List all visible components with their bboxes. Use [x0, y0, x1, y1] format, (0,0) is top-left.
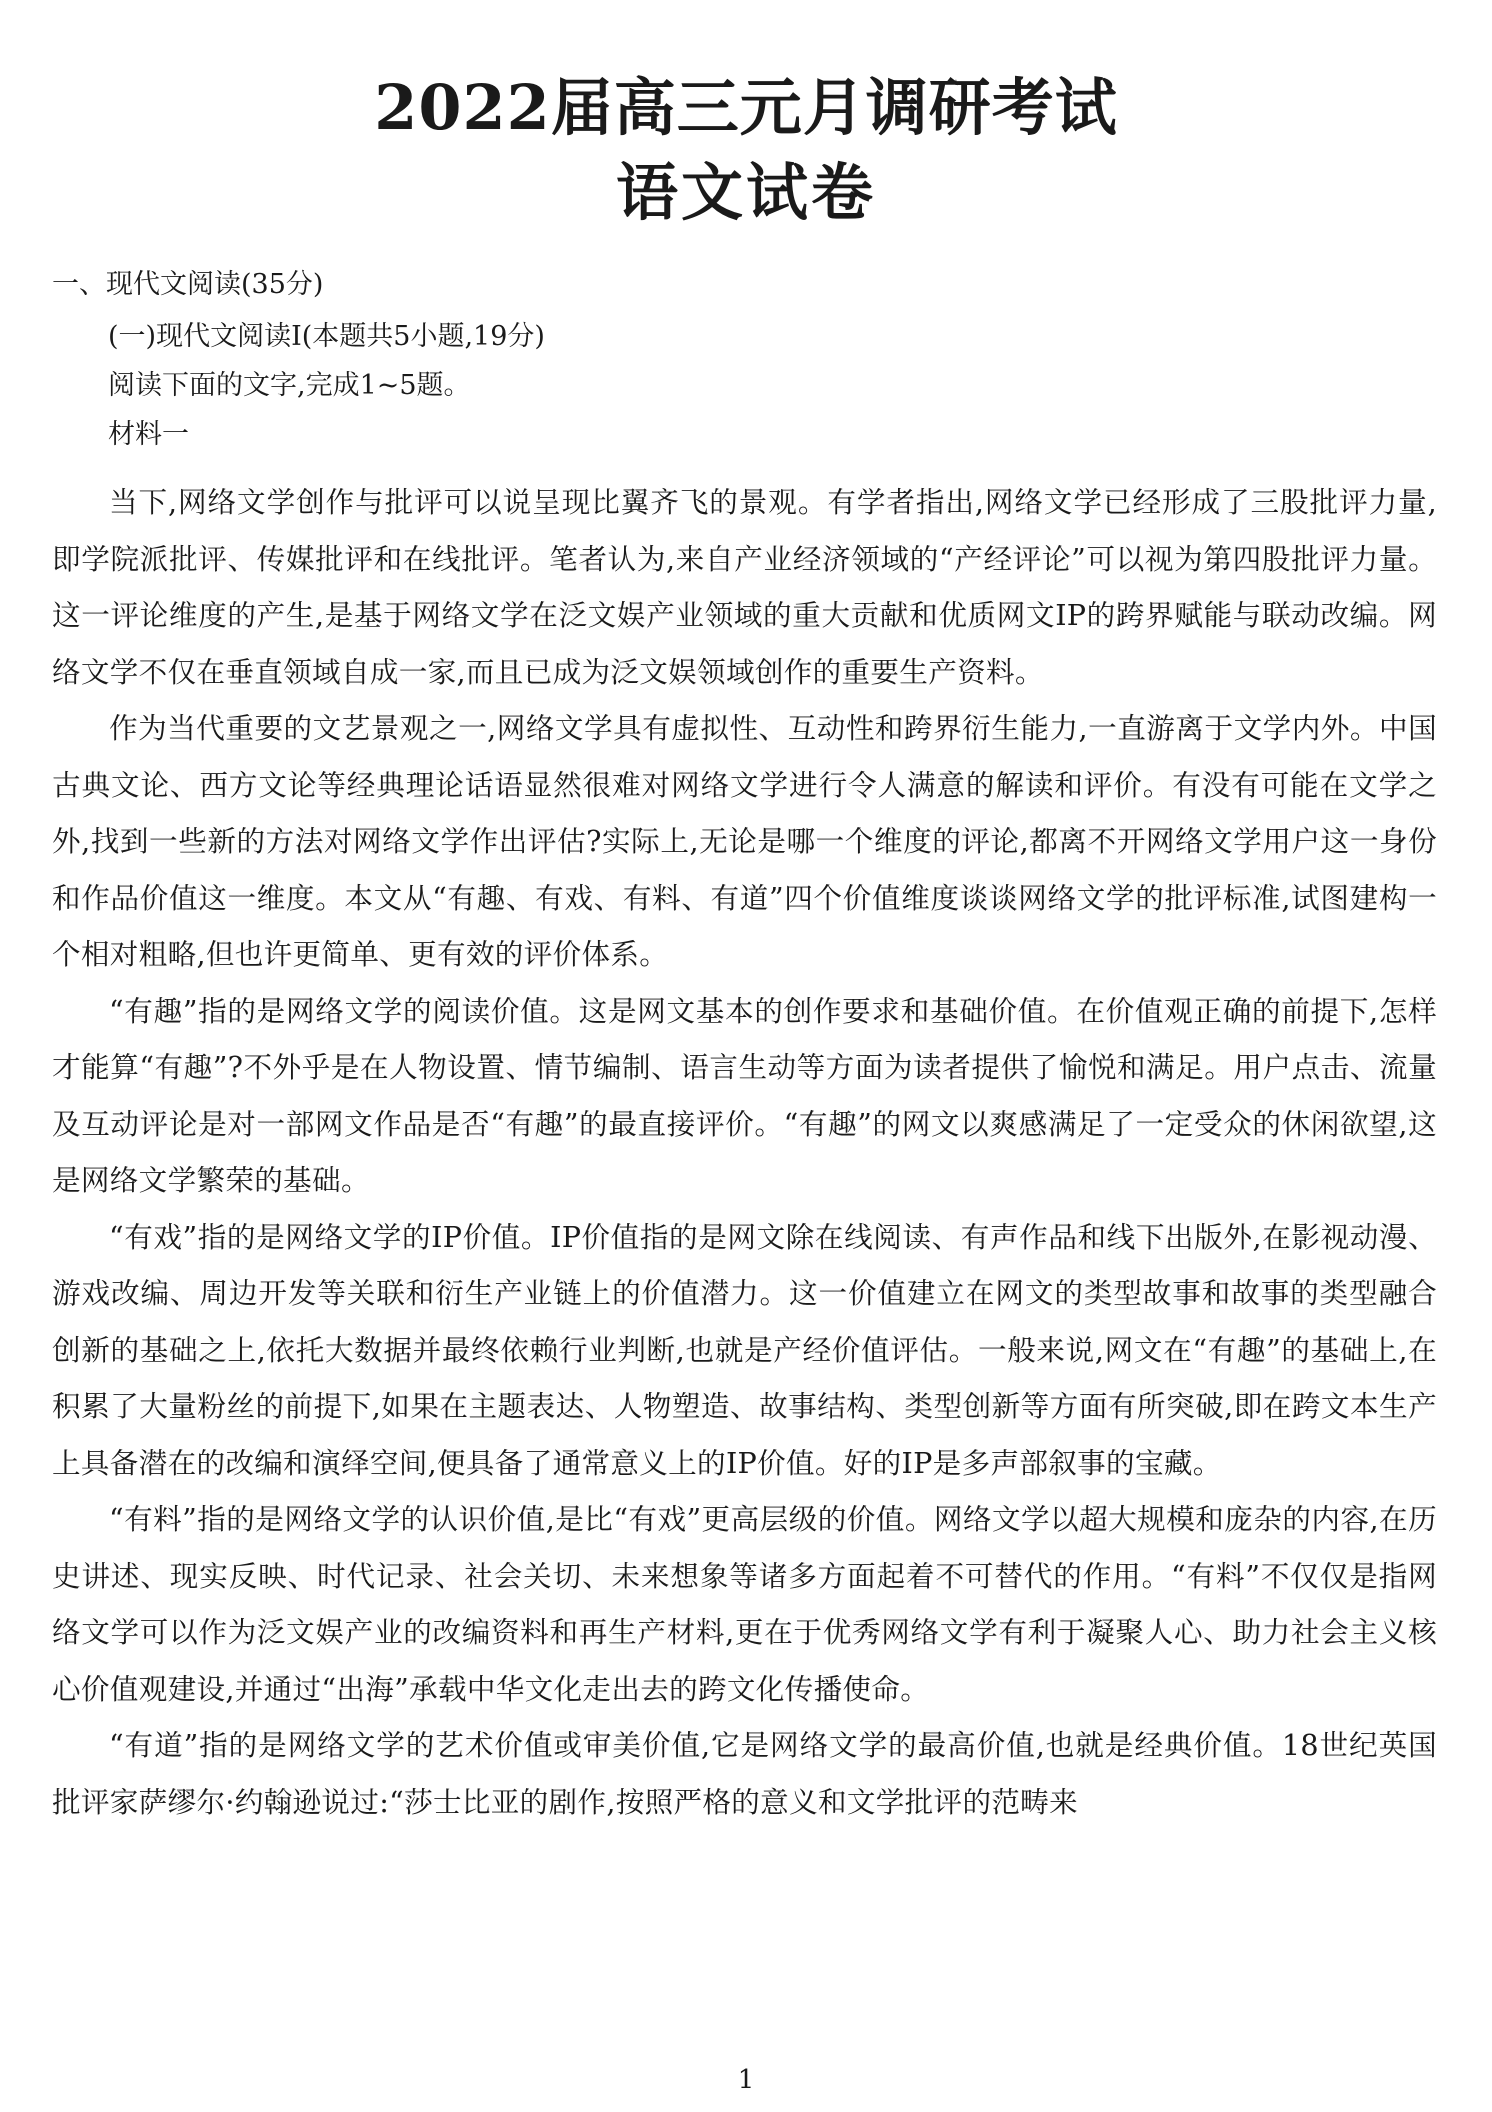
section-heading: 一、现代文阅读(35分): [52, 269, 324, 300]
exam-subtitle: 语文试卷: [615, 156, 876, 229]
material-label: 材料一: [108, 419, 189, 450]
paragraph: 当下,网络文学创作与批评可以说呈现比翼齐飞的景观。有学者指出,网络文学已经形成了三股批评力量,即学院派批评、传媒批评和在线批评。笔者认为,来自产业经济领域的“产经评论”可以视为第四股批评力量。这一评论维度的产生,是基于网络文学在泛文娱产业领域的重大贡献和优质网文IP的跨界赋能与联动改编。网络文学不仅在垂直领域自成一家,而且已成为泛文娱领域创作的重要生产资料。: [52, 485, 1437, 689]
paragraph: “有戏”指的是网络文学的IP价值。IP价值指的是网文除在线阅读、有声作品和线下出版外,在影视动漫、游戏改编、周边开发等关联和衍生产业链上的价值潜力。这一价值建立在网文的类型故事和故事的类型融合创新的基础之上,依托大数据并最终依赖行业判断,也就是产经价值评估。一般来说,网文在“有趣”的基础上,在积累了大量粉丝的前提下,如果在主题表达、人物塑造、故事结构、类型创新等方面有所突破,即在跨文本生产上具备潜在的改编和演绎空间,便具备了通常意义上的IP价值。好的IP是多声部叙事的宝藏。: [52, 1219, 1437, 1480]
reading-instruction: 阅读下面的文字,完成1~5题。: [108, 370, 471, 401]
subsection-heading: (一)现代文阅读Ⅰ(本题共5小题,19分): [108, 321, 545, 352]
page-number: 1: [737, 2065, 755, 2095]
paragraph: “有趣”指的是网络文学的阅读价值。这是网文基本的创作要求和基础价值。在价值观正确的前提下,怎样才能算“有趣”?不外乎是在人物设置、情节编制、语言生动等方面为读者提供了愉悦和满足。用户点击、流量及互动评论是对一部网文作品是否“有趣”的最直接评价。“有趣”的网文以爽感满足了一定受众的休闲欲望,这是网络文学繁荣的基础。: [52, 993, 1437, 1197]
exam-content: [52, 268, 1437, 1830]
exam-title: 2022届高三元月调研考试: [374, 71, 1118, 144]
paragraph: “有道”指的是网络文学的艺术价值或审美价值,它是网络文学的最高价值,也就是经典价值。18世纪英国批评家萨缪尔·约翰逊说过:“莎士比亚的剧作,按照严格的意义和文学批评的范畴来: [52, 1728, 1437, 1819]
paragraph: 作为当代重要的文艺景观之一,网络文学具有虚拟性、互动性和跨界衍生能力,一直游离于文学内外。中国古典文论、西方文论等经典理论话语显然很难对网络文学进行令人满意的解读和评价。有没有可能在文学之外,找到一些新的方法对网络文学作出评估?实际上,无论是哪一个维度的评论,都离不开网络文学用户这一身份和作品价值这一维度。本文从“有趣、有戏、有料、有道”四个价值维度谈谈网络文学的批评标准,试图建构一个相对粗略,但也许更简单、更有效的评价体系。: [52, 711, 1437, 971]
paragraph: “有料”指的是网络文学的认识价值,是比“有戏”更高层级的价值。网络文学以超大规模和庞杂的内容,在历史讲述、现实反映、时代记录、社会关切、未来想象等诸多方面起着不可替代的作用。“有料”不仅仅是指网络文学可以作为泛文娱产业的改编资料和再生产材料,更在于优秀网络文学有利于凝聚人心、助力社会主义核心价值观建设,并通过“出海”承载中华文化走出去的跨文化传播使命。: [52, 1502, 1437, 1706]
